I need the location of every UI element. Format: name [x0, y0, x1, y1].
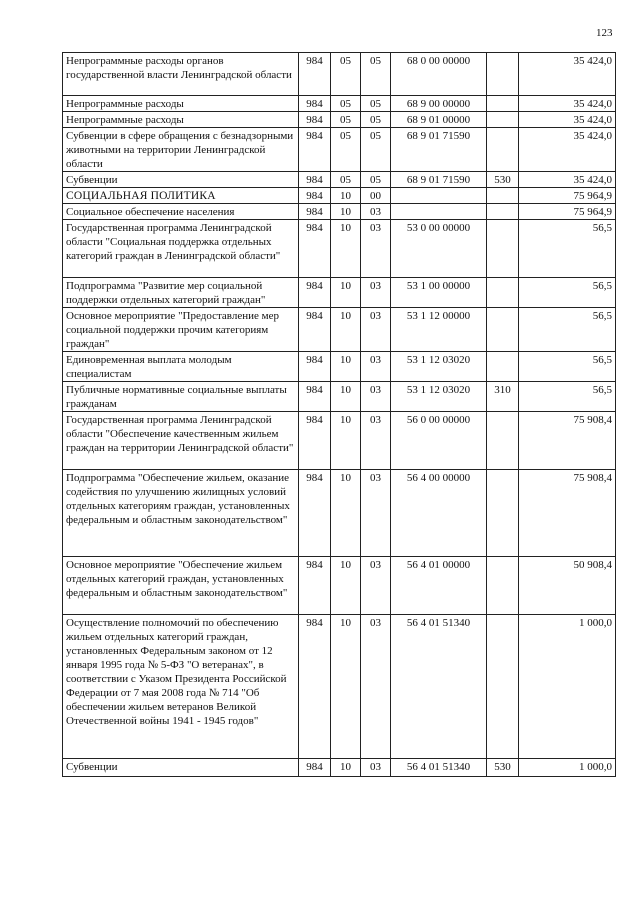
table-row [63, 352, 616, 382]
ministry-code: 984 [299, 204, 331, 220]
subsection-code: 03 [361, 557, 391, 615]
subsection-code: 03 [361, 220, 391, 278]
ministry-code: 984 [299, 278, 331, 308]
subsection-code: 05 [361, 172, 391, 188]
row-name: Основное мероприятие "Предоставление мер социальной поддержки прочим категориям граждан" [63, 308, 299, 352]
expense-type [487, 557, 519, 615]
amount: 50 908,4 [519, 557, 616, 615]
expense-type [487, 352, 519, 382]
amount: 56,5 [519, 352, 616, 382]
expense-type [487, 412, 519, 470]
ministry-code: 984 [299, 382, 331, 412]
ministry-code: 984 [299, 128, 331, 172]
subsection-code: 03 [361, 759, 391, 777]
section-code: 05 [331, 172, 361, 188]
amount: 75 908,4 [519, 470, 616, 557]
amount: 75 908,4 [519, 412, 616, 470]
subsection-code: 05 [361, 112, 391, 128]
ministry-code: 984 [299, 615, 331, 759]
table-row [63, 188, 616, 204]
table-row [63, 204, 616, 220]
row-name: СОЦИАЛЬНАЯ ПОЛИТИКА [63, 188, 299, 204]
section-code: 05 [331, 128, 361, 172]
amount: 56,5 [519, 382, 616, 412]
expense-type: 530 [487, 172, 519, 188]
section-code: 05 [331, 112, 361, 128]
row-name: Субвенции [63, 172, 299, 188]
subsection-code: 03 [361, 412, 391, 470]
amount: 75 964,9 [519, 204, 616, 220]
expense-type [487, 112, 519, 128]
amount: 35 424,0 [519, 53, 616, 96]
table-row [63, 278, 616, 308]
table-row [63, 615, 616, 759]
expense-type [487, 53, 519, 96]
budget-table [62, 52, 616, 777]
amount: 1 000,0 [519, 615, 616, 759]
section-code: 10 [331, 412, 361, 470]
row-name: Подпрограмма "Развитие мер социальной поддержки отдельных категорий граждан" [63, 278, 299, 308]
target-article [391, 204, 487, 220]
amount: 35 424,0 [519, 128, 616, 172]
target-article: 56 4 01 00000 [391, 557, 487, 615]
amount: 56,5 [519, 308, 616, 352]
ministry-code: 984 [299, 412, 331, 470]
table-row [63, 308, 616, 352]
amount: 56,5 [519, 220, 616, 278]
subsection-code: 03 [361, 308, 391, 352]
expense-type [487, 188, 519, 204]
ministry-code: 984 [299, 172, 331, 188]
ministry-code: 984 [299, 308, 331, 352]
expense-type [487, 220, 519, 278]
target-article: 56 4 00 00000 [391, 470, 487, 557]
table-row [63, 470, 616, 557]
expense-type [487, 308, 519, 352]
expense-type [487, 470, 519, 557]
section-code: 05 [331, 53, 361, 96]
table-row [63, 112, 616, 128]
target-article: 56 4 01 51340 [391, 615, 487, 759]
row-name: Непрограммные расходы органов государственной власти Ленинградской области [63, 53, 299, 96]
row-name: Основное мероприятие "Обеспечение жильем отдельных категорий граждан, установленных федеральным и областным законодательством" [63, 557, 299, 615]
subsection-code: 03 [361, 470, 391, 557]
section-code: 10 [331, 557, 361, 615]
expense-type [487, 96, 519, 112]
row-name: Непрограммные расходы [63, 112, 299, 128]
subsection-code: 03 [361, 204, 391, 220]
table-row [63, 557, 616, 615]
section-code: 10 [331, 759, 361, 777]
row-name: Осуществление полномочий по обеспечению жильем отдельных категорий граждан, установленных Федеральным законом от 12 января 1995 года № 5-ФЗ "О ветеранах", в соответствии с Указом Президента Российской Федерации от 7 мая 2008 года № 714 "Об обеспечении жильем ветеранов Великой Отечественной войны 1941 - 1945 годов" [63, 615, 299, 759]
row-name: Государственная программа Ленинградской области "Социальная поддержка отдельных категорий граждан в Ленинградской области" [63, 220, 299, 278]
section-code: 10 [331, 278, 361, 308]
table-row [63, 382, 616, 412]
target-article: 68 9 00 00000 [391, 96, 487, 112]
ministry-code: 984 [299, 557, 331, 615]
table-row [63, 759, 616, 777]
target-article: 56 0 00 00000 [391, 412, 487, 470]
subsection-code: 05 [361, 96, 391, 112]
row-name: Субвенции [63, 759, 299, 777]
table-row [63, 412, 616, 470]
expense-type [487, 204, 519, 220]
section-code: 10 [331, 220, 361, 278]
section-code: 10 [331, 615, 361, 759]
expense-type [487, 128, 519, 172]
subsection-code: 05 [361, 128, 391, 172]
expense-type: 530 [487, 759, 519, 777]
table-row [63, 220, 616, 278]
table-row [63, 172, 616, 188]
subsection-code: 03 [361, 382, 391, 412]
expense-type [487, 615, 519, 759]
row-name: Субвенции в сфере обращения с безнадзорными животными на территории Ленинградской области [63, 128, 299, 172]
row-name: Государственная программа Ленинградской области "Обеспечение качественным жильем граждан на территории Ленинградской области" [63, 412, 299, 470]
amount: 75 964,9 [519, 188, 616, 204]
ministry-code: 984 [299, 470, 331, 557]
amount: 1 000,0 [519, 759, 616, 777]
row-name: Публичные нормативные социальные выплаты гражданам [63, 382, 299, 412]
expense-type: 310 [487, 382, 519, 412]
amount: 35 424,0 [519, 112, 616, 128]
table-row [63, 128, 616, 172]
ministry-code: 984 [299, 220, 331, 278]
row-name: Непрограммные расходы [63, 96, 299, 112]
subsection-code: 00 [361, 188, 391, 204]
amount: 56,5 [519, 278, 616, 308]
target-article [391, 188, 487, 204]
target-article: 68 0 00 00000 [391, 53, 487, 96]
section-code: 10 [331, 308, 361, 352]
section-code: 10 [331, 382, 361, 412]
ministry-code: 984 [299, 112, 331, 128]
amount: 35 424,0 [519, 172, 616, 188]
ministry-code: 984 [299, 96, 331, 112]
target-article: 68 9 01 00000 [391, 112, 487, 128]
table-row [63, 96, 616, 112]
ministry-code: 984 [299, 759, 331, 777]
table-row [63, 53, 616, 96]
ministry-code: 984 [299, 53, 331, 96]
section-code: 10 [331, 352, 361, 382]
section-code: 10 [331, 470, 361, 557]
section-code: 10 [331, 204, 361, 220]
subsection-code: 03 [361, 278, 391, 308]
row-name: Социальное обеспечение населения [63, 204, 299, 220]
expense-type [487, 278, 519, 308]
target-article: 56 4 01 51340 [391, 759, 487, 777]
subsection-code: 03 [361, 352, 391, 382]
target-article: 53 1 12 03020 [391, 382, 487, 412]
row-name: Подпрограмма "Обеспечение жильем, оказание содействия по улучшению жилищных условий отдельных категориям граждан, установленных федеральным и областным законодательством" [63, 470, 299, 557]
subsection-code: 03 [361, 615, 391, 759]
target-article: 68 9 01 71590 [391, 172, 487, 188]
target-article: 53 1 12 03020 [391, 352, 487, 382]
ministry-code: 984 [299, 352, 331, 382]
ministry-code: 984 [299, 188, 331, 204]
target-article: 53 1 12 00000 [391, 308, 487, 352]
amount: 35 424,0 [519, 96, 616, 112]
target-article: 53 0 00 00000 [391, 220, 487, 278]
row-name: Единовременная выплата молодым специалистам [63, 352, 299, 382]
subsection-code: 05 [361, 53, 391, 96]
section-code: 10 [331, 188, 361, 204]
section-code: 05 [331, 96, 361, 112]
target-article: 53 1 00 00000 [391, 278, 487, 308]
target-article: 68 9 01 71590 [391, 128, 487, 172]
page-number: 123 [596, 27, 613, 39]
